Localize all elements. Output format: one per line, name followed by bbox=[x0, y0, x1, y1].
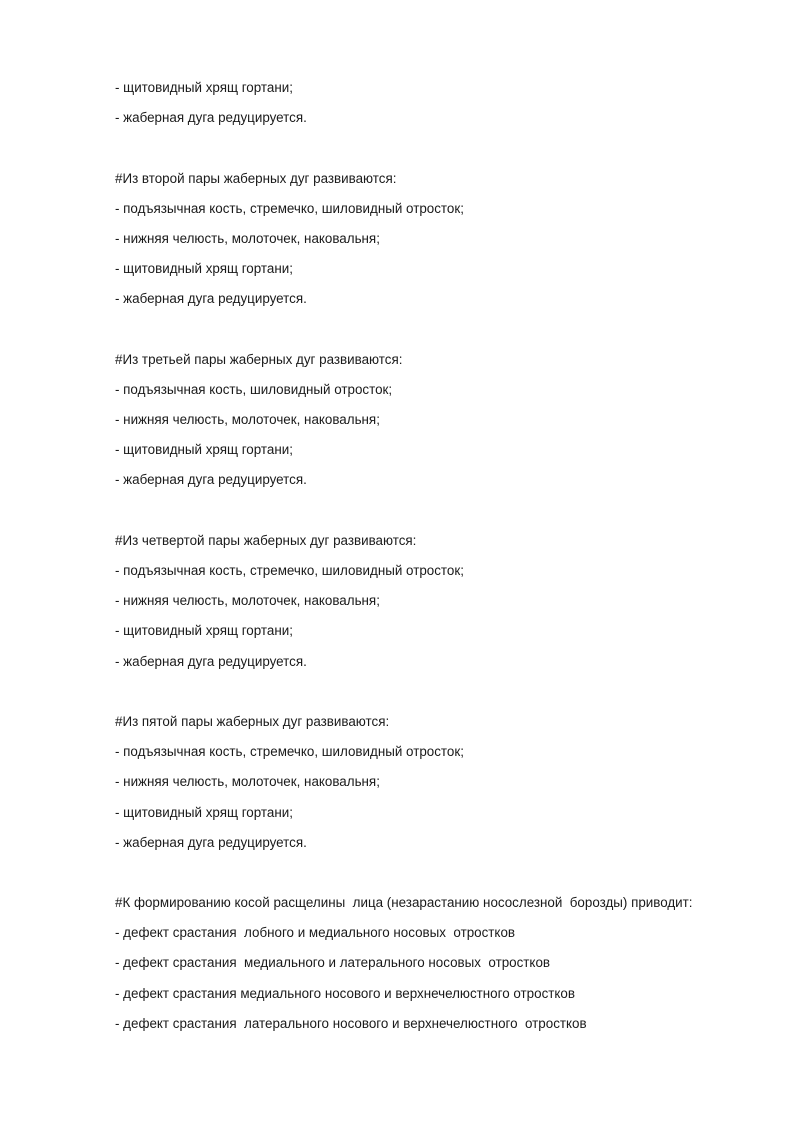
question-text: #Из четвертой пары жаберных дуг развиваются: bbox=[115, 532, 417, 548]
answer-option: - подъязычная кость, стремечко, шиловидный отросток; bbox=[115, 744, 464, 760]
question-text: #Из второй пары жаберных дуг развиваются: bbox=[115, 170, 397, 186]
answer-option: - подъязычная кость, стремечко, шиловидный отросток; bbox=[115, 563, 464, 578]
answer-option: - щитовидный хрящ гортани; bbox=[115, 261, 293, 277]
question-block-continued bbox=[115, 73, 735, 133]
answer-option: - щитовидный хрящ гортани; bbox=[115, 442, 293, 458]
question-block bbox=[115, 345, 735, 496]
answer-option: - жаберная дуга редуцируется. bbox=[115, 653, 307, 669]
answer-option: - нижняя челюсть, молоточек, наковальня; bbox=[115, 412, 380, 428]
answer-option: - жаберная дуга редуцируется. bbox=[115, 110, 307, 126]
document-body bbox=[115, 73, 735, 1039]
answer-option: - щитовидный хрящ гортани; bbox=[115, 80, 293, 95]
answer-option: - подъязычная кость, шиловидный отросток; bbox=[115, 381, 393, 397]
answer-option: - дефект срастания латерального носового и верхнечелюстного отростков bbox=[115, 1015, 587, 1031]
answer-option: - щитовидный хрящ гортани; bbox=[115, 804, 293, 820]
answer-option: - подъязычная кость, стремечко, шиловидный отросток; bbox=[115, 200, 464, 216]
question-block bbox=[115, 164, 735, 315]
answer-option: - жаберная дуга редуцируется. bbox=[115, 472, 307, 488]
paragraph-gap bbox=[115, 315, 735, 345]
answer-option: - дефект срастания лобного и медиального носовых отростков bbox=[115, 925, 516, 941]
answer-option: - дефект срастания медиального и латерального носовых отростков bbox=[115, 955, 551, 971]
answer-option: - щитовидный хрящ гортани; bbox=[115, 623, 293, 639]
question-block bbox=[115, 888, 735, 1039]
answer-option: - нижняя челюсть, молоточек, наковальня; bbox=[115, 774, 380, 790]
question-text: #Из третьей пары жаберных дуг развиваются: bbox=[115, 351, 403, 367]
question-text: #Из пятой пары жаберных дуг развиваются: bbox=[115, 713, 390, 729]
answer-option: - жаберная дуга редуцируется. bbox=[115, 291, 307, 307]
question-text: #К формированию косой расщелины лица (незарастанию носослезной борозды) приводит: bbox=[115, 895, 693, 911]
answer-option: - жаберная дуга редуцируется. bbox=[115, 834, 307, 850]
paragraph-gap bbox=[115, 677, 735, 707]
answer-option: - нижняя челюсть, молоточек, наковальня; bbox=[115, 593, 380, 609]
answer-option: - дефект срастания медиального носового и верхнечелюстного отростков bbox=[115, 985, 575, 1001]
question-block bbox=[115, 707, 735, 858]
paragraph-gap bbox=[115, 496, 735, 526]
paragraph-gap bbox=[115, 858, 735, 888]
paragraph-gap bbox=[115, 133, 735, 163]
question-block bbox=[115, 526, 735, 677]
answer-option: - нижняя челюсть, молоточек, наковальня; bbox=[115, 230, 380, 246]
